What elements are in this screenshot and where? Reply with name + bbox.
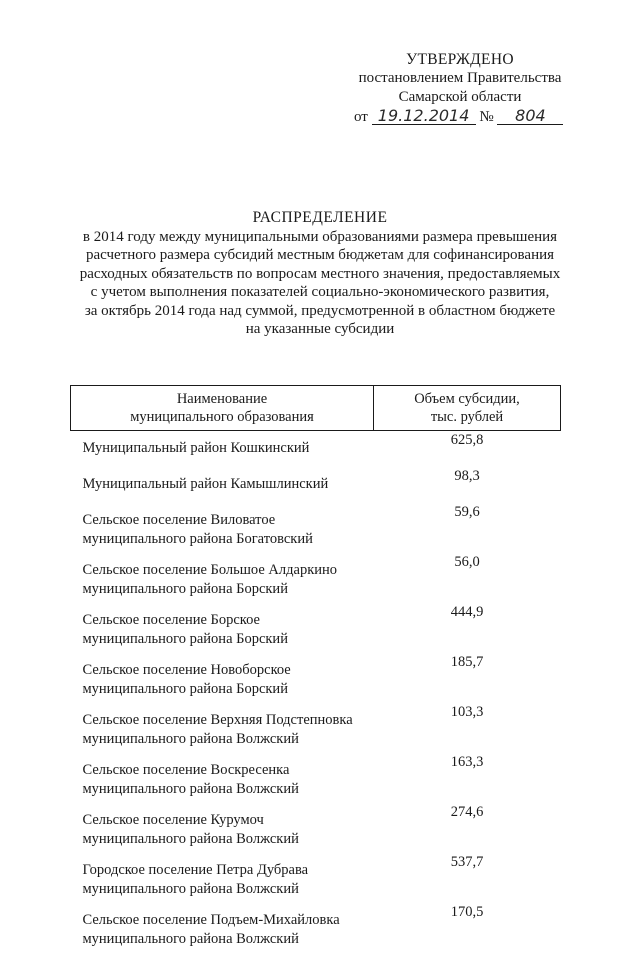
document-heading [40, 209, 600, 339]
header-name-line: муниципального образования [130, 409, 314, 425]
table-header-row [71, 386, 561, 431]
row-amount-cell: 170,5 [450, 904, 484, 920]
row-amount-cell: 59,6 [454, 504, 480, 520]
row-amount-cell: 185,7 [450, 654, 484, 670]
row-name-line: Сельское поселение Курумоч [82, 812, 264, 828]
row-amount-cell: 163,3 [450, 754, 484, 770]
row-name-cell [71, 853, 374, 903]
row-name-line: Сельское поселение Виловатое [82, 512, 276, 528]
row-name-line: Сельское поселение Борское [82, 612, 260, 628]
header-amount-line: тыс. рублей [430, 409, 504, 425]
subsidy-table [70, 385, 561, 953]
table-row [71, 853, 561, 903]
header-name-cell [71, 386, 374, 431]
row-name-line: Сельское поселение Новоборское [82, 662, 291, 678]
number-sign: № [479, 109, 494, 125]
heading-line: с учетом выполнения показателей социально-экономического развития, [90, 284, 550, 300]
row-name-line: Сельское поселение Воскресенка [82, 762, 290, 778]
approval-resolution-line: постановлением Правительства [358, 70, 562, 86]
table-row [71, 503, 561, 553]
row-name-cell [71, 603, 374, 653]
heading-line: на указанные субсидии [245, 321, 395, 337]
heading-line: за октябрь 2014 года над суммой, предусмотренной в областном бюджете [84, 302, 556, 319]
row-name-cell [71, 467, 374, 503]
row-name-line: муниципального района Борский [82, 580, 288, 597]
row-amount-cell: 56,0 [454, 554, 480, 570]
header-amount-cell [374, 386, 561, 431]
row-name-cell [71, 753, 374, 803]
row-name-cell [71, 503, 374, 553]
approved-label: УТВЕРЖДЕНО [406, 51, 514, 68]
row-name-cell [71, 703, 374, 753]
table-row [71, 431, 561, 468]
heading-line: расходных обязательств по вопросам местного значения, предоставляемых [79, 265, 561, 282]
row-name-cell [71, 903, 374, 953]
row-amount-cell: 625,8 [450, 432, 484, 448]
approval-date-line [354, 107, 580, 127]
row-name-line: Сельское поселение Верхняя Подстепновка [82, 712, 353, 728]
table-row [71, 467, 561, 503]
row-name-line: муниципального района Борский [82, 630, 288, 647]
table-row [71, 653, 561, 703]
row-name-line: муниципального района Волжский [82, 780, 299, 797]
table-row [71, 903, 561, 953]
table-row [71, 753, 561, 803]
row-name-cell [71, 653, 374, 703]
header-name-line: Наименование [176, 390, 268, 407]
row-name-line: муниципального района Волжский [82, 730, 299, 747]
row-name-line: муниципального района Волжский [82, 930, 299, 947]
row-name-line: Городское поселение Петра Дубрава [82, 862, 309, 878]
table-row [71, 553, 561, 603]
handwritten-number: 804 [497, 107, 563, 125]
heading-line: в 2014 году между муниципальными образованиями размера превышения [82, 228, 558, 245]
header-amount-line: Объем субсидии, [414, 390, 520, 407]
heading-line: расчетного размера субсидий местным бюджетам для софинансирования [85, 247, 555, 263]
row-amount-cell: 98,3 [454, 468, 480, 484]
approval-region-line: Самарской области [398, 89, 522, 105]
table-row [71, 603, 561, 653]
row-name-line: Муниципальный район Кошкинский [82, 440, 310, 456]
row-name-line: Муниципальный район Камышлинский [82, 476, 329, 492]
row-name-line: Сельское поселение Большое Алдаркино [82, 562, 338, 578]
row-name-cell [71, 803, 374, 853]
table-row [71, 803, 561, 853]
row-name-line: муниципального района Богатовский [82, 530, 313, 547]
row-name-line: муниципального района Борский [82, 680, 288, 697]
table-row [71, 703, 561, 753]
row-name-line: Сельское поселение Подъем-Михайловка [82, 912, 340, 928]
document-title: РАСПРЕДЕЛЕНИЕ [252, 209, 388, 226]
row-name-cell [71, 431, 374, 468]
row-name-line: муниципального района Волжский [82, 880, 299, 897]
row-amount-cell: 274,6 [450, 804, 484, 820]
row-amount-cell: 537,7 [450, 854, 484, 870]
row-amount-cell: 444,9 [450, 604, 484, 620]
row-name-line: муниципального района Волжский [82, 830, 299, 847]
row-name-cell [71, 553, 374, 603]
approval-block [340, 50, 580, 127]
date-prefix: от [354, 109, 368, 125]
handwritten-date: 19.12.2014 [372, 107, 476, 125]
row-amount-cell: 103,3 [450, 704, 484, 720]
